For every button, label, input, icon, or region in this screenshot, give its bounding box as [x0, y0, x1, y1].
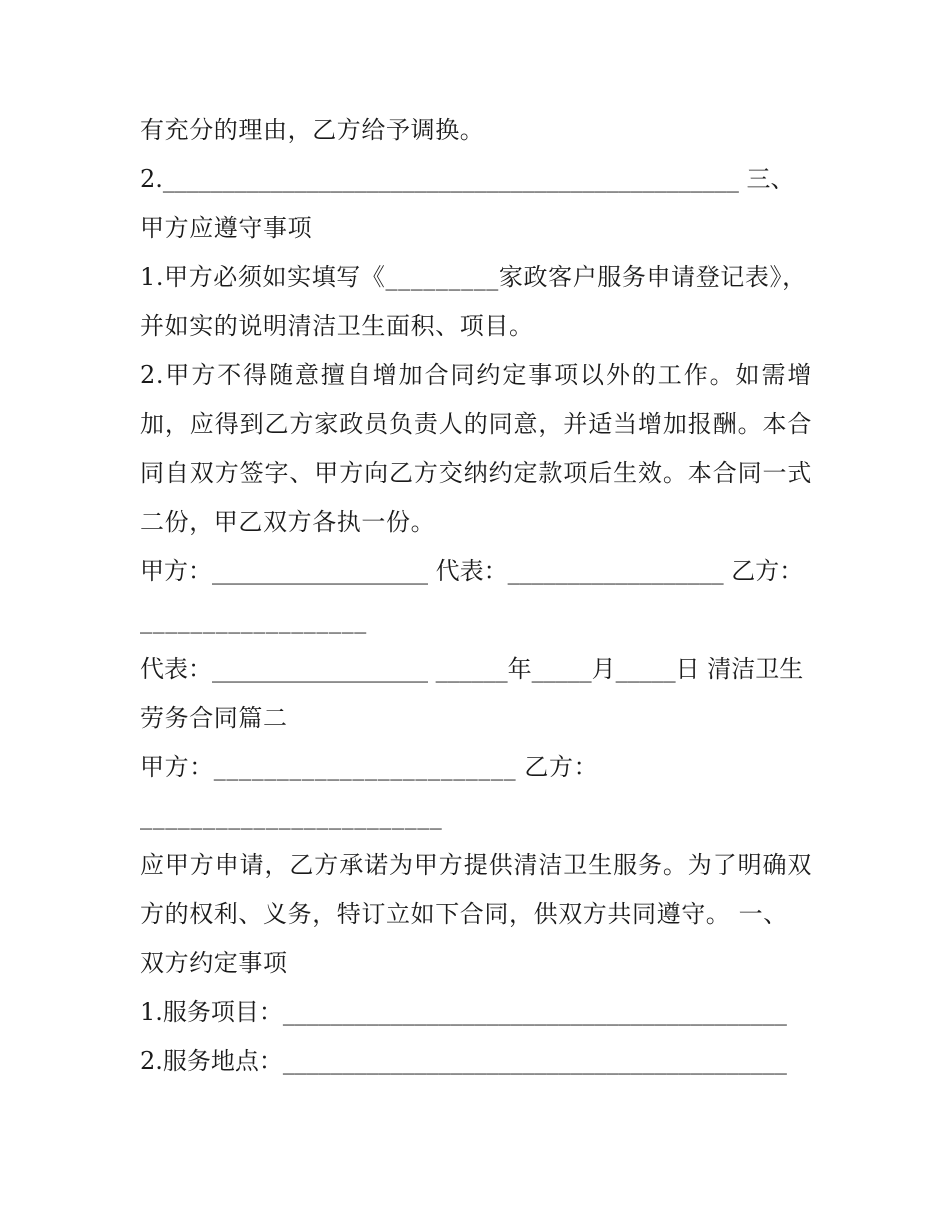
text-line: 加，应得到乙方家政员负责人的同意，并适当增加报酬。本合 — [140, 410, 812, 438]
form-field-line: 1.服务项目：__________________________________________ — [140, 998, 787, 1026]
signature-line: 代表：__________________ ______年_____月_____日 清洁卫生 — [140, 655, 804, 683]
text-line: 二份，甲乙双方各执一份。 — [140, 508, 436, 536]
text-line: 有充分的理由，乙方给予调换。 — [140, 116, 485, 144]
document-body — [140, 106, 812, 1086]
signature-line: 甲方：________________________ 乙方： — [140, 753, 599, 781]
text-line: 2.________________________________________________ 三、 — [140, 165, 795, 193]
text-line: 同自双方签字、甲方向乙方交纳约定款项后生效。本合同一式 — [140, 459, 812, 487]
text-line: 方的权利、义务，特订立如下合同，供双方共同遵守。 一、 — [140, 900, 788, 928]
signature-line: 甲方：__________________ 代表：__________________ 乙方： — [140, 557, 804, 585]
text-line: 1.甲方必须如实填写《_________家政客户服务申请登记表》， — [140, 263, 807, 291]
signature-line: ________________________ — [140, 802, 443, 830]
signature-line: __________________ — [140, 606, 367, 634]
form-field-line: 2.服务地点：__________________________________________ — [140, 1047, 787, 1075]
section-title: 劳务合同篇二 — [140, 704, 288, 732]
text-line: 甲方应遵守事项 — [140, 214, 313, 242]
text-line: 应甲方申请，乙方承诺为甲方提供清洁卫生服务。为了明确双 — [140, 851, 812, 879]
text-line: 2.甲方不得随意擅自增加合同约定事项以外的工作。如需增 — [140, 361, 812, 389]
section-heading: 双方约定事项 — [140, 949, 288, 977]
text-line: 并如实的说明清洁卫生面积、项目。 — [140, 312, 534, 340]
